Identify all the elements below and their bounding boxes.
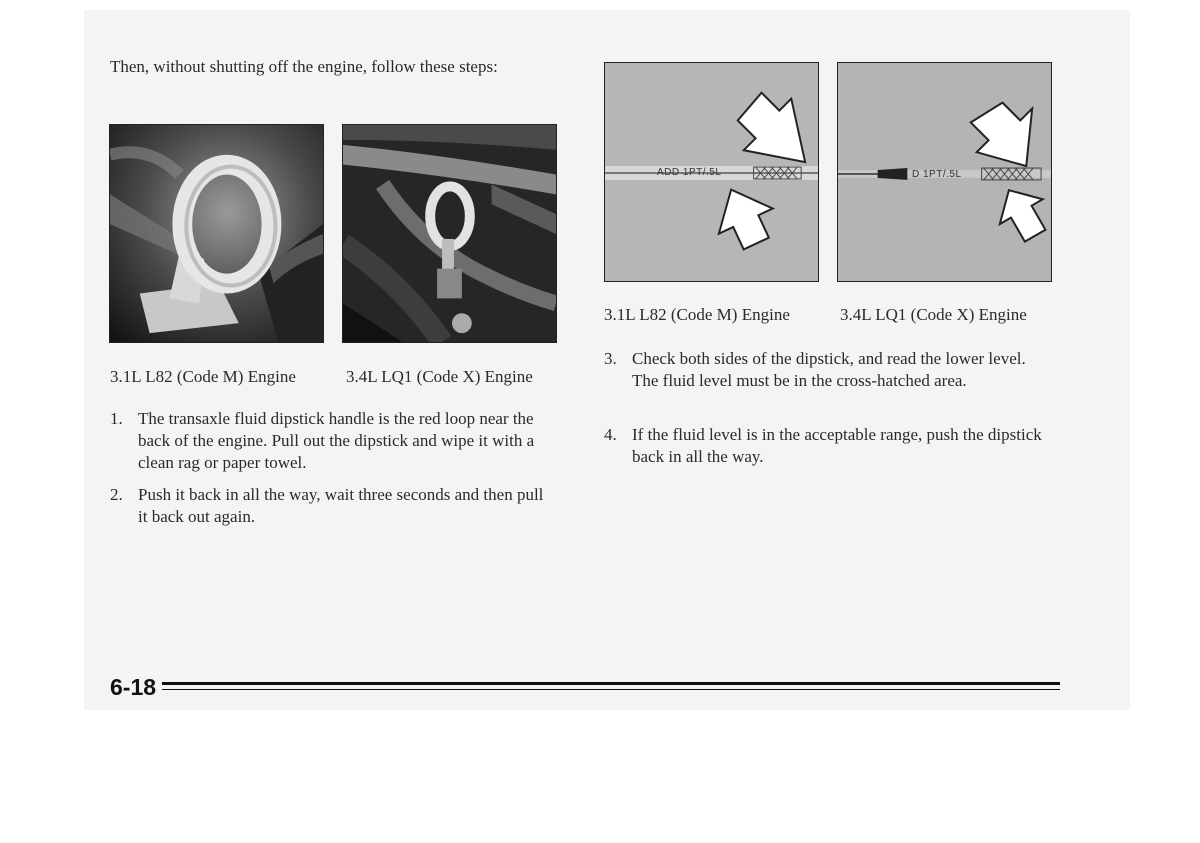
- step-3-text: Check both sides of the dipstick, and read the lower level. The fluid level must be in the cross-hatched area.: [632, 349, 1026, 390]
- step-2: [110, 484, 570, 532]
- step-4-text: If the fluid level is in the acceptable range, push the dipstick back in all the way.: [632, 425, 1042, 466]
- photo-dipstick-handle-code-m: [109, 124, 324, 343]
- step-2-text: Push it back in all the way, wait three seconds and then pull it back out again.: [138, 485, 544, 526]
- step-4-number: 4.: [604, 425, 617, 444]
- step-3-number: 3.: [604, 349, 617, 368]
- footer-rule-thick: [162, 682, 1060, 685]
- step-2-number: 2.: [110, 485, 123, 504]
- step-4: [604, 424, 1074, 472]
- caption-code-x-left: 3.4L LQ1 (Code X) Engine: [346, 367, 533, 386]
- step-1-text: The transaxle fluid dipstick handle is the red loop near the back of the engine. Pull out the dipstick and wipe it with a clean rag or paper towel.: [138, 409, 535, 472]
- caption-code-m-left: 3.1L L82 (Code M) Engine: [110, 367, 296, 386]
- photo-dipstick-code-x: [837, 62, 1052, 282]
- intro-text: Then, without shutting off the engine, follow these steps:: [110, 57, 498, 76]
- page-number: 6-18: [110, 674, 157, 700]
- photo-dipstick-handle-code-x: [342, 124, 557, 343]
- footer-rule-thin: [162, 689, 1060, 690]
- caption-code-x-right: 3.4L LQ1 (Code X) Engine: [840, 305, 1027, 324]
- step-1-number: 1.: [110, 409, 123, 428]
- manual-page: [84, 10, 1130, 710]
- dipstick-label-code-m: ADD 1PT/.5L: [657, 167, 722, 178]
- step-1: [110, 408, 570, 478]
- caption-code-m-right: 3.1L L82 (Code M) Engine: [604, 305, 790, 324]
- step-3: [604, 348, 1074, 418]
- photo-dipstick-code-m: [604, 62, 819, 282]
- dipstick-label-code-x: D 1PT/.5L: [912, 169, 962, 180]
